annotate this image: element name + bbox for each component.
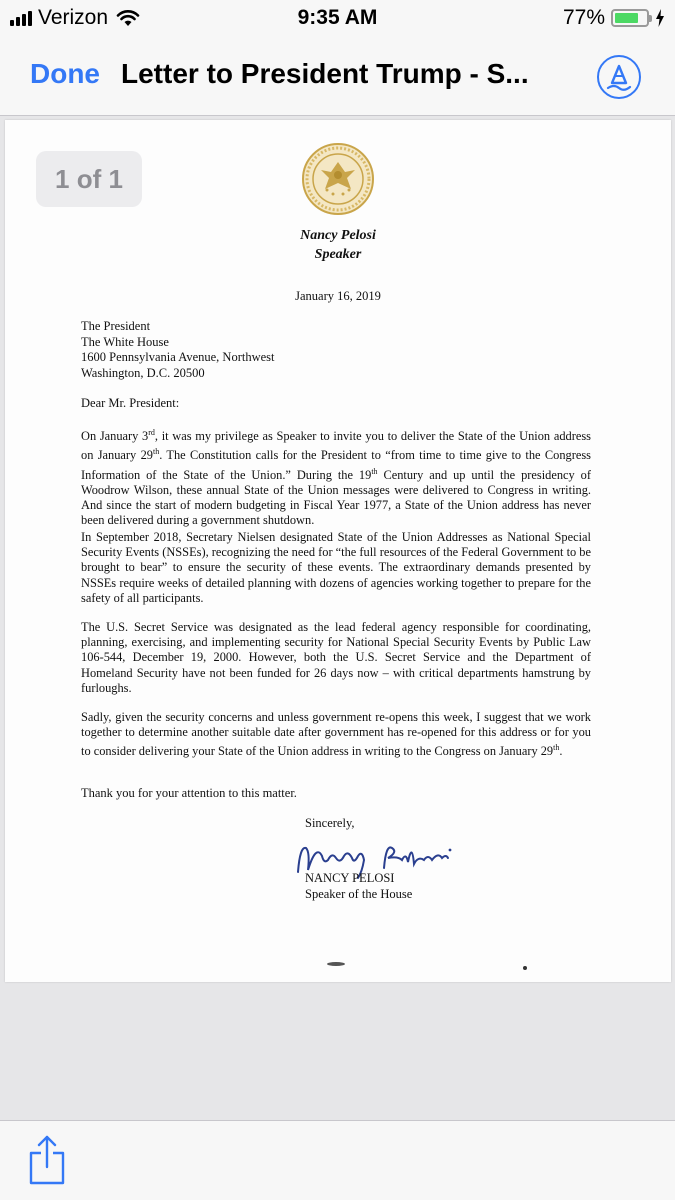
paragraph-3: The U.S. Secret Service was designated as the lead federal agency responsible for coordinating, planning, exercising, and implementing security for National Special Security Events by Public Law 106-544, December 19, 2000. However, both the U.S. Secret Service and the Department of Homeland Security have not been funded for 26 days now – with critical departments hamstrung by furloughs. bbox=[81, 620, 591, 695]
paragraph-1-text: On January 3 bbox=[81, 429, 149, 444]
salutation: Dear Mr. President: bbox=[81, 396, 180, 410]
paragraph-4-text: . bbox=[559, 744, 563, 759]
status-time: 9:35 AM bbox=[297, 6, 378, 29]
page-indicator: 1 of 1 bbox=[36, 151, 142, 207]
letterhead bbox=[5, 226, 671, 264]
closing-sincerely: Sincerely, bbox=[305, 816, 355, 830]
bottom-toolbar bbox=[0, 1120, 675, 1200]
paragraph-1-text: . The Constitution calls for the President to “from time to time give to the Congress Information of the State of the Union.” During the 19 bbox=[81, 448, 591, 482]
superscript: th bbox=[371, 466, 378, 476]
signer-title: Speaker of the House bbox=[305, 887, 413, 901]
paragraph-2: In September 2018, Secretary Nielsen designated State of the Union Addresses as National Special Security Events (NSSEs), recognizing the need for “the full resources of the Federal Government to be brought to bear” to ensure the security of these events. The extraordinary demands presented by NSSEs require weeks of detailed planning with dozens of agencies working together to prepare for the safety of all participants. bbox=[81, 530, 591, 605]
battery-level-fill bbox=[615, 13, 638, 23]
document-title: Letter to President Trump - S... bbox=[121, 58, 529, 89]
address-line: The White House bbox=[81, 334, 169, 349]
paragraph-1 bbox=[81, 425, 591, 529]
superscript: th bbox=[152, 447, 160, 457]
paragraph-1-text: Century and up until the presidency of Woodrow Wilson, these annual State of the Union messages were delivered to Congress in writing. And since the start of modern budgeting in Fiscal Year 1977, a State of the Union address has never been delivered during a government shutdown. bbox=[81, 467, 591, 528]
superscript: rd bbox=[148, 428, 155, 437]
letter-date: January 16, 2019 bbox=[295, 289, 381, 303]
letterhead-name: Nancy Pelosi bbox=[300, 228, 376, 243]
scan-mark bbox=[523, 966, 527, 970]
document-page bbox=[5, 120, 671, 982]
scan-mark bbox=[327, 962, 345, 966]
share-button[interactable] bbox=[26, 1133, 68, 1189]
address-line: Washington, D.C. 20500 bbox=[81, 365, 205, 380]
paragraph-4-text: Sadly, given the security concerns and unless government re-opens this week, I suggest that we work together to determine another suitable date after government has re-opened for this address or for you to consider delivering your State of the Union address in writing to the Congress on January 29 bbox=[81, 710, 591, 759]
recipient-address bbox=[81, 319, 275, 381]
markup-button[interactable] bbox=[597, 55, 641, 99]
paragraph-1-text: , it was my privilege as Speaker to invite you to deliver the State of the Union address on January 29 bbox=[81, 429, 591, 463]
paragraph-4 bbox=[81, 710, 591, 760]
battery-percent: 77% bbox=[562, 6, 605, 29]
superscript: th bbox=[553, 743, 560, 753]
carrier-label: Verizon bbox=[38, 6, 109, 29]
status-bar bbox=[0, 0, 675, 38]
address-line: 1600 Pennsylvania Avenue, Northwest bbox=[81, 350, 275, 364]
document-viewer[interactable] bbox=[0, 116, 675, 1120]
signature-block bbox=[305, 870, 412, 902]
house-seal-icon bbox=[301, 142, 375, 216]
done-button[interactable]: Done bbox=[30, 58, 100, 89]
battery-icon bbox=[611, 9, 649, 27]
address-line: The President bbox=[81, 319, 151, 333]
charging-bolt-icon bbox=[655, 9, 665, 27]
status-right bbox=[563, 6, 665, 30]
signer-name: NANCY PELOSI bbox=[305, 871, 395, 885]
closing-thanks: Thank you for your attention to this matter. bbox=[81, 786, 297, 800]
letterhead-title: Speaker bbox=[314, 247, 362, 262]
share-icon bbox=[27, 1133, 67, 1187]
navigation-bar bbox=[0, 38, 675, 116]
markup-pen-icon bbox=[606, 63, 632, 91]
